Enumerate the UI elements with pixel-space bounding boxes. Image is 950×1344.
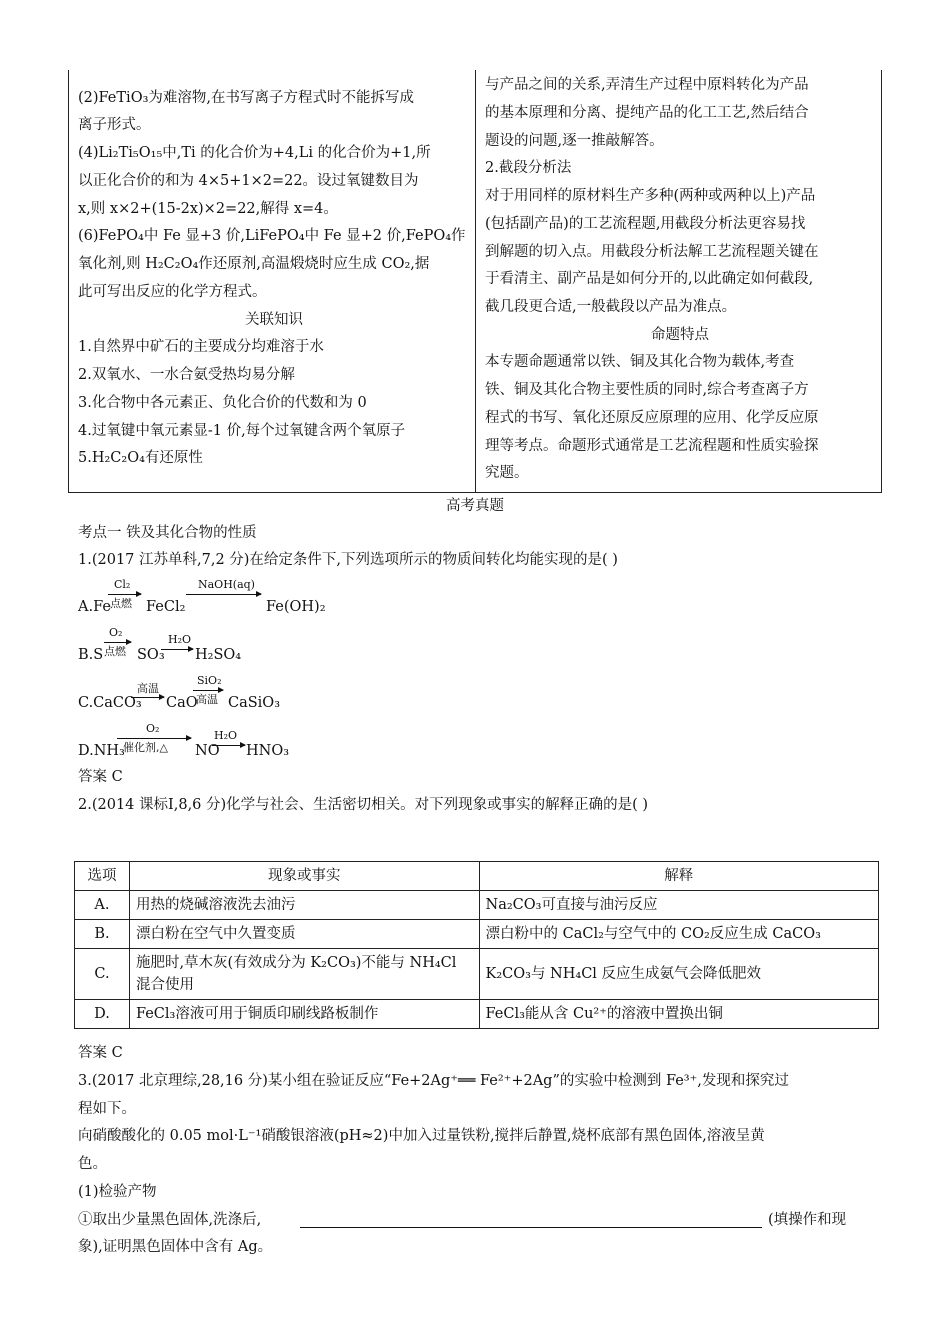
- table-row: [75, 920, 879, 949]
- sub-question-item: ①取出少量黑色固体,洗涤后,: [78, 1212, 262, 1228]
- text-line: 题设的问题,逐一推敲解答。: [485, 133, 664, 149]
- related-item: 2.双氧水、一水合氨受热均易分解: [78, 367, 295, 383]
- question-3-line: 向硝酸酸化的 0.05 mol·L⁻¹硝酸银溶液(pH≈2)中加入过量铁粉,搅拌后静置,烧杯底部有黑色固体,溶液呈黄: [78, 1128, 765, 1144]
- option-d-end: HNO₃: [246, 743, 290, 759]
- question-2-stem: 2.(2014 课标Ⅰ,8,6 分)化学与社会、生活密切相关。对下列现象或事实的解释正确的是( ): [78, 797, 649, 813]
- section-title: 高考真题: [446, 498, 504, 514]
- option-a-end: Fe(OH)₂: [266, 599, 326, 615]
- reaction-condition: 点燃: [104, 645, 126, 658]
- table-cell: A.: [75, 891, 130, 920]
- text-line: (6)FePO₄中 Fe 显+3 价,LiFePO₄中 Fe 显+2 价,FePO₄作: [78, 228, 466, 244]
- table-cell: 漂白粉中的 CaCl₂与空气中的 CO₂反应生成 CaCO₃: [479, 920, 879, 949]
- reaction-arrow-icon: [193, 690, 223, 691]
- text-line: (4)Li₂Ti₅O₁₅中,Ti 的化合价为+4,Li 的化合价为+1,所: [78, 145, 431, 161]
- option-d-mid: NO: [195, 743, 220, 759]
- reaction-condition: 催化剂,△: [123, 741, 168, 754]
- text-line: 对于用同样的原材料生产多种(两种或两种以上)产品: [485, 188, 816, 204]
- reaction-arrow-icon: [117, 738, 191, 739]
- answer-blank[interactable]: [300, 1227, 762, 1228]
- answer-1: 答案 C: [78, 769, 123, 785]
- feature-title: 命题特点: [651, 327, 709, 343]
- reaction-condition: Cl₂: [114, 578, 131, 591]
- text-line: (2)FeTiO₃为难溶物,在书写离子方程式时不能拆写成: [78, 90, 415, 106]
- option-a-mid: FeCl₂: [146, 599, 186, 615]
- reaction-arrow-icon: [104, 642, 131, 643]
- table-header-row: [75, 862, 879, 891]
- text-line: 与产品之间的关系,弄清生产过程中原料转化为产品: [485, 77, 809, 93]
- feature-line: 理等考点。命题形式通常是工艺流程题和性质实验探: [485, 438, 819, 454]
- explanation-table: [74, 861, 879, 1029]
- text-line: 到解题的切入点。用截段分析法解工艺流程题关键在: [485, 244, 819, 260]
- related-item: 3.化合物中各元素正、负化合价的代数和为 0: [78, 395, 367, 411]
- text-line: 的基本原理和分离、提纯产品的化工工艺,然后结合: [485, 105, 809, 121]
- reaction-arrow-icon: [131, 697, 164, 698]
- option-b-label: B.S: [78, 647, 104, 663]
- feature-line: 究题。: [485, 465, 529, 481]
- table-cell: B.: [75, 920, 130, 949]
- text-line: 截几段更合适,一般截段以产品为准点。: [485, 299, 737, 315]
- feature-line: 程式的书写、氧化还原反应原理的应用、化学反应原: [485, 410, 819, 426]
- text-line: 离子形式。: [78, 117, 151, 133]
- table-cell: D.: [75, 1000, 130, 1029]
- table-header: 选项: [75, 862, 130, 891]
- table-cell: 施肥时,草木灰(有效成分为 K₂CO₃)不能与 NH₄Cl 混合使用: [129, 949, 479, 1000]
- table-row: [75, 891, 879, 920]
- related-item: 5.H₂C₂O₄有还原性: [78, 450, 203, 466]
- point-title: 考点一 铁及其化合物的性质: [78, 525, 257, 541]
- reaction-condition: H₂O: [214, 729, 238, 742]
- reaction-condition: 高温: [196, 693, 218, 706]
- question-3-line: 色。: [78, 1156, 107, 1172]
- reaction-condition: O₂: [109, 626, 123, 639]
- reaction-condition: H₂O: [168, 633, 192, 646]
- feature-line: 本专题命题通常以铁、铜及其化合物为载体,考查: [485, 354, 795, 370]
- question-3-line: 程如下。: [78, 1101, 136, 1117]
- sub-question-title: (1)检验产物: [78, 1184, 157, 1200]
- answer-2: 答案 C: [78, 1045, 123, 1061]
- table-cell: Na₂CO₃可直接与油污反应: [479, 891, 879, 920]
- table-row: [75, 1000, 879, 1029]
- sub-question-item: (填操作和现: [768, 1212, 847, 1228]
- option-c-end: CaSiO₃: [228, 695, 281, 711]
- reaction-arrow-icon: [212, 745, 245, 746]
- option-c-mid: CaO: [166, 695, 198, 711]
- option-b-mid: SO₃: [137, 647, 165, 663]
- text-line: (包括副产品)的工艺流程题,用截段分析法更容易找: [485, 216, 806, 232]
- question-1-stem: 1.(2017 江苏单科,7,2 分)在给定条件下,下列选项所示的物质间转化均能实现的是( ): [78, 552, 618, 568]
- text-line: 2.截段分析法: [485, 160, 572, 176]
- reaction-arrow-icon: [108, 594, 141, 595]
- text-line: 以正化合价的和为 4×5+1×2=22。设过氧键数目为: [78, 173, 419, 189]
- sub-question-item: 象),证明黑色固体中含有 Ag。: [78, 1239, 273, 1255]
- related-item: 4.过氧键中氧元素显-1 价,每个过氧键含两个氧原子: [78, 423, 406, 439]
- table-cell: FeCl₃溶液可用于铜质印刷线路板制作: [129, 1000, 479, 1029]
- related-item: 1.自然界中矿石的主要成分均难溶于水: [78, 339, 324, 355]
- text-line: 氧化剂,则 H₂C₂O₄作还原剂,高温煅烧时应生成 CO₂,据: [78, 256, 430, 272]
- table-row: [75, 949, 879, 1000]
- table-header: 现象或事实: [129, 862, 479, 891]
- table-cell: 用热的烧碱溶液洗去油污: [129, 891, 479, 920]
- table-cell: K₂CO₃与 NH₄Cl 反应生成氨气会降低肥效: [479, 949, 879, 1000]
- reaction-arrow-icon: [161, 649, 193, 650]
- reaction-condition: NaOH(aq): [198, 578, 255, 591]
- option-a-label: A.Fe: [78, 599, 111, 615]
- reaction-condition: 点燃: [110, 597, 132, 610]
- reaction-condition: O₂: [146, 722, 160, 735]
- feature-line: 铁、铜及其化合物主要性质的同时,综合考查离子方: [485, 382, 809, 398]
- text-line: x,则 x×2+(15-2x)×2=22,解得 x=4。: [78, 201, 338, 217]
- table-cell: C.: [75, 949, 130, 1000]
- table-cell: FeCl₃能从含 Cu²⁺的溶液中置换出铜: [479, 1000, 879, 1029]
- column-divider: [475, 70, 476, 493]
- table-header: 解释: [479, 862, 879, 891]
- text-line: 此可写出反应的化学方程式。: [78, 284, 267, 300]
- question-3-line: 3.(2017 北京理综,28,16 分)某小组在验证反应“Fe+2Ag⁺══ Fe²⁺+2Ag”的实验中检测到 Fe³⁺,发现和探究过: [78, 1073, 789, 1089]
- reaction-condition: SiO₂: [197, 674, 222, 687]
- related-title: 关联知识: [245, 312, 303, 328]
- table-cell: 漂白粉在空气中久置变质: [129, 920, 479, 949]
- text-line: 于看清主、副产品是如何分开的,以此确定如何截段,: [485, 271, 814, 287]
- option-b-end: H₂SO₄: [195, 647, 242, 663]
- reaction-condition: 高温: [137, 682, 159, 695]
- option-c-label: C.CaCO₃: [78, 695, 142, 711]
- reaction-arrow-icon: [186, 594, 261, 595]
- option-d-label: D.NH₃: [78, 743, 125, 759]
